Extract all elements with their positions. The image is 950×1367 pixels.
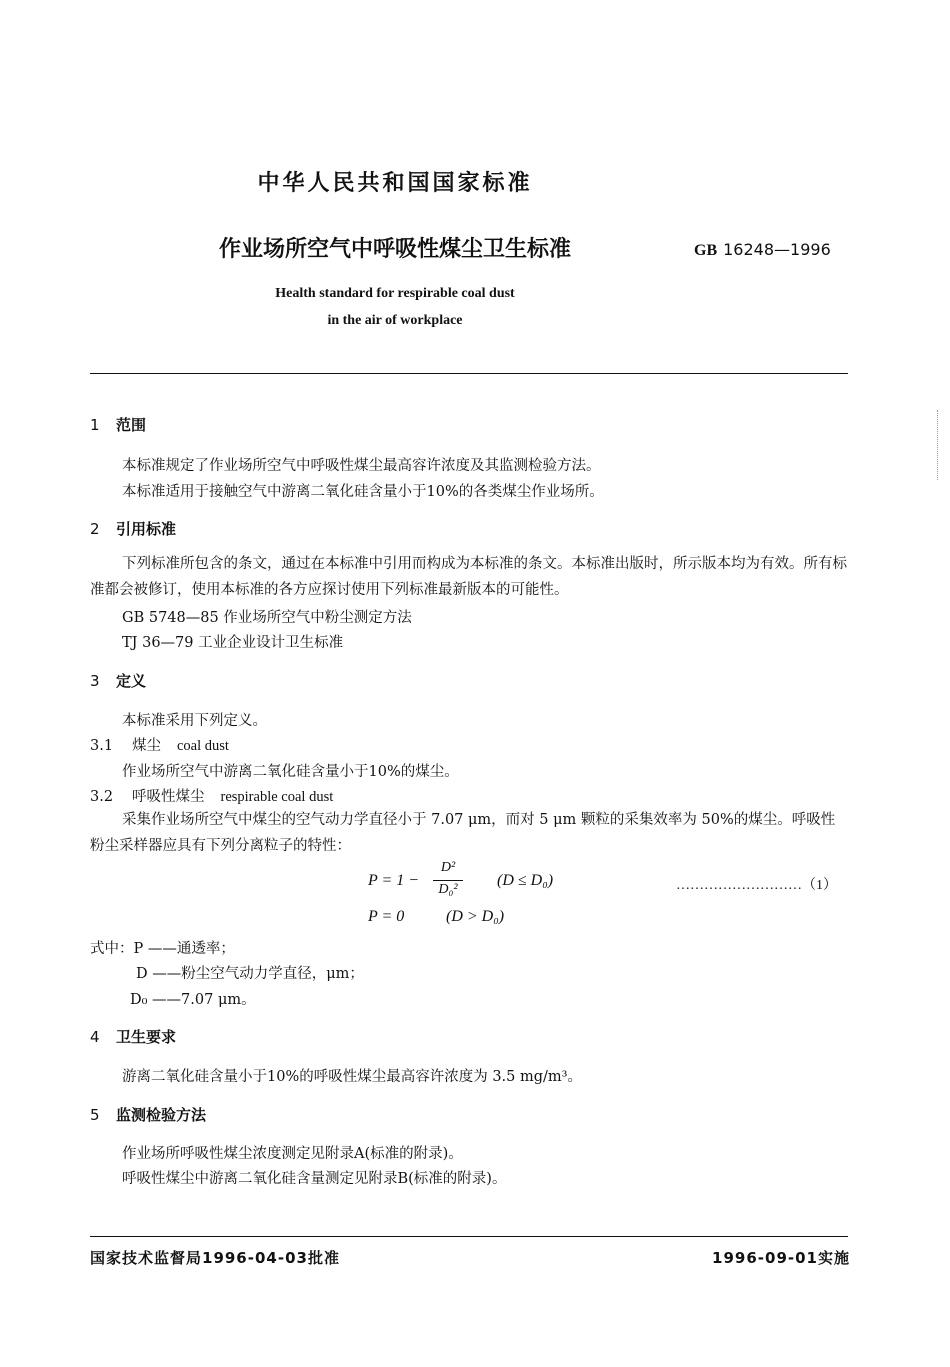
section-3-heading [90, 670, 146, 691]
definition-3-1-text: 作业场所空气中游离二氧化硅含量小于10%的煤尘。 [122, 764, 459, 780]
formula-1-denominator: D₀² [438, 882, 458, 897]
section-number: 5 [90, 1106, 100, 1124]
section-title: 范围 [116, 416, 147, 434]
document-title-cn: 作业场所空气中呼吸性煤尘卫生标准 [218, 237, 571, 262]
section-1-heading [90, 414, 146, 435]
section-2-heading [90, 518, 176, 539]
section-3-paragraph-1: 本标准采用下列定义。 [122, 713, 267, 729]
definition-3-2-text: 采集作业场所空气中煤尘的空气动力学直径小于 7.07 μm，而对 5 μm 颗粒的采集效率为 50%的煤尘。呼吸性粉尘采样器应具有下列分离粒子的特性： [90, 812, 836, 854]
formula-2-condition: (D > D₀) [446, 908, 505, 925]
definition-number: 3.2 [90, 789, 114, 805]
section-number: 2 [90, 520, 100, 538]
approval-date: 国家技术监督局1996-04-03批准 [90, 1249, 340, 1267]
effective-date: 1996-09-01实施 [712, 1249, 850, 1267]
formula-1-fraction-bar [433, 880, 463, 881]
section-title: 定义 [116, 672, 147, 690]
section-number: 4 [90, 1028, 100, 1046]
section-5-heading [90, 1104, 206, 1125]
section-2-paragraph-1: 下列标准所包含的条文，通过在本标准中引用而构成为本标准的条文。本标准出版时，所示版本均为有效。所有标准都会被修订，使用本标准的各方应探讨使用下列标准最新版本的可能性。 [90, 556, 847, 598]
section-4-paragraph-1: 游离二氧化硅含量小于10%的呼吸性煤尘最高容许浓度为 3.5 mg/m³。 [122, 1069, 582, 1085]
footer-divider [90, 1236, 848, 1237]
definition-term-en: respirable coal dust [220, 789, 334, 805]
formula-1-lhs: P = 1 − [368, 872, 420, 889]
definition-number: 3.1 [90, 738, 114, 754]
section-title: 引用标准 [116, 520, 177, 538]
section-title: 卫生要求 [116, 1028, 177, 1046]
standard-code [694, 240, 831, 260]
code-number: 16248—1996 [723, 240, 831, 259]
formula-1-condition: (D ≤ D₀) [497, 872, 554, 889]
margin-scan-mark [937, 410, 939, 480]
definition-3-1 [90, 734, 229, 755]
reference-gb5748: GB 5748—85 作业场所空气中粉尘测定方法 [122, 610, 412, 626]
where-d: D ——粉尘空气动力学直径，μm； [136, 966, 364, 982]
definition-term-cn: 煤尘 [132, 738, 161, 754]
section-5-paragraph-1: 作业场所呼吸性煤尘浓度测定见附录A(标准的附录)。 [122, 1146, 463, 1162]
section-1-paragraph-2: 本标准适用于接触空气中游离二氧化硅含量小于10%的各类煤尘作业场所。 [122, 484, 604, 500]
section-number: 1 [90, 416, 100, 434]
header-divider [90, 373, 848, 374]
document-title-en-line1: Health standard for respirable coal dust [275, 286, 515, 301]
reference-tj36: TJ 36—79 工业企业设计卫生标准 [122, 635, 344, 651]
formula-2: P = 0 [368, 908, 405, 925]
section-5-paragraph-2: 呼吸性煤尘中游离二氧化硅含量测定见附录B(标准的附录)。 [122, 1171, 507, 1187]
definition-term-en: coal dust [177, 738, 229, 754]
section-4-heading [90, 1026, 176, 1047]
definition-term-cn: 呼吸性煤尘 [132, 789, 205, 805]
definition-3-2 [90, 785, 333, 806]
section-number: 3 [90, 672, 100, 690]
formula-1-numerator: D² [440, 860, 456, 875]
national-standard-heading: 中华人民共和国国家标准 [257, 171, 533, 196]
formula-1-label: ………………………（1） [676, 878, 837, 893]
code-prefix: GB [694, 242, 718, 259]
where-p: 式中：P ——通透率； [90, 941, 235, 957]
section-title: 监测检验方法 [116, 1106, 207, 1124]
document-title-en-line2: in the air of workplace [327, 313, 463, 328]
section-1-paragraph-1: 本标准规定了作业场所空气中呼吸性煤尘最高容许浓度及其监测检验方法。 [122, 458, 601, 474]
where-d0: D₀ ——7.07 μm。 [130, 992, 256, 1008]
